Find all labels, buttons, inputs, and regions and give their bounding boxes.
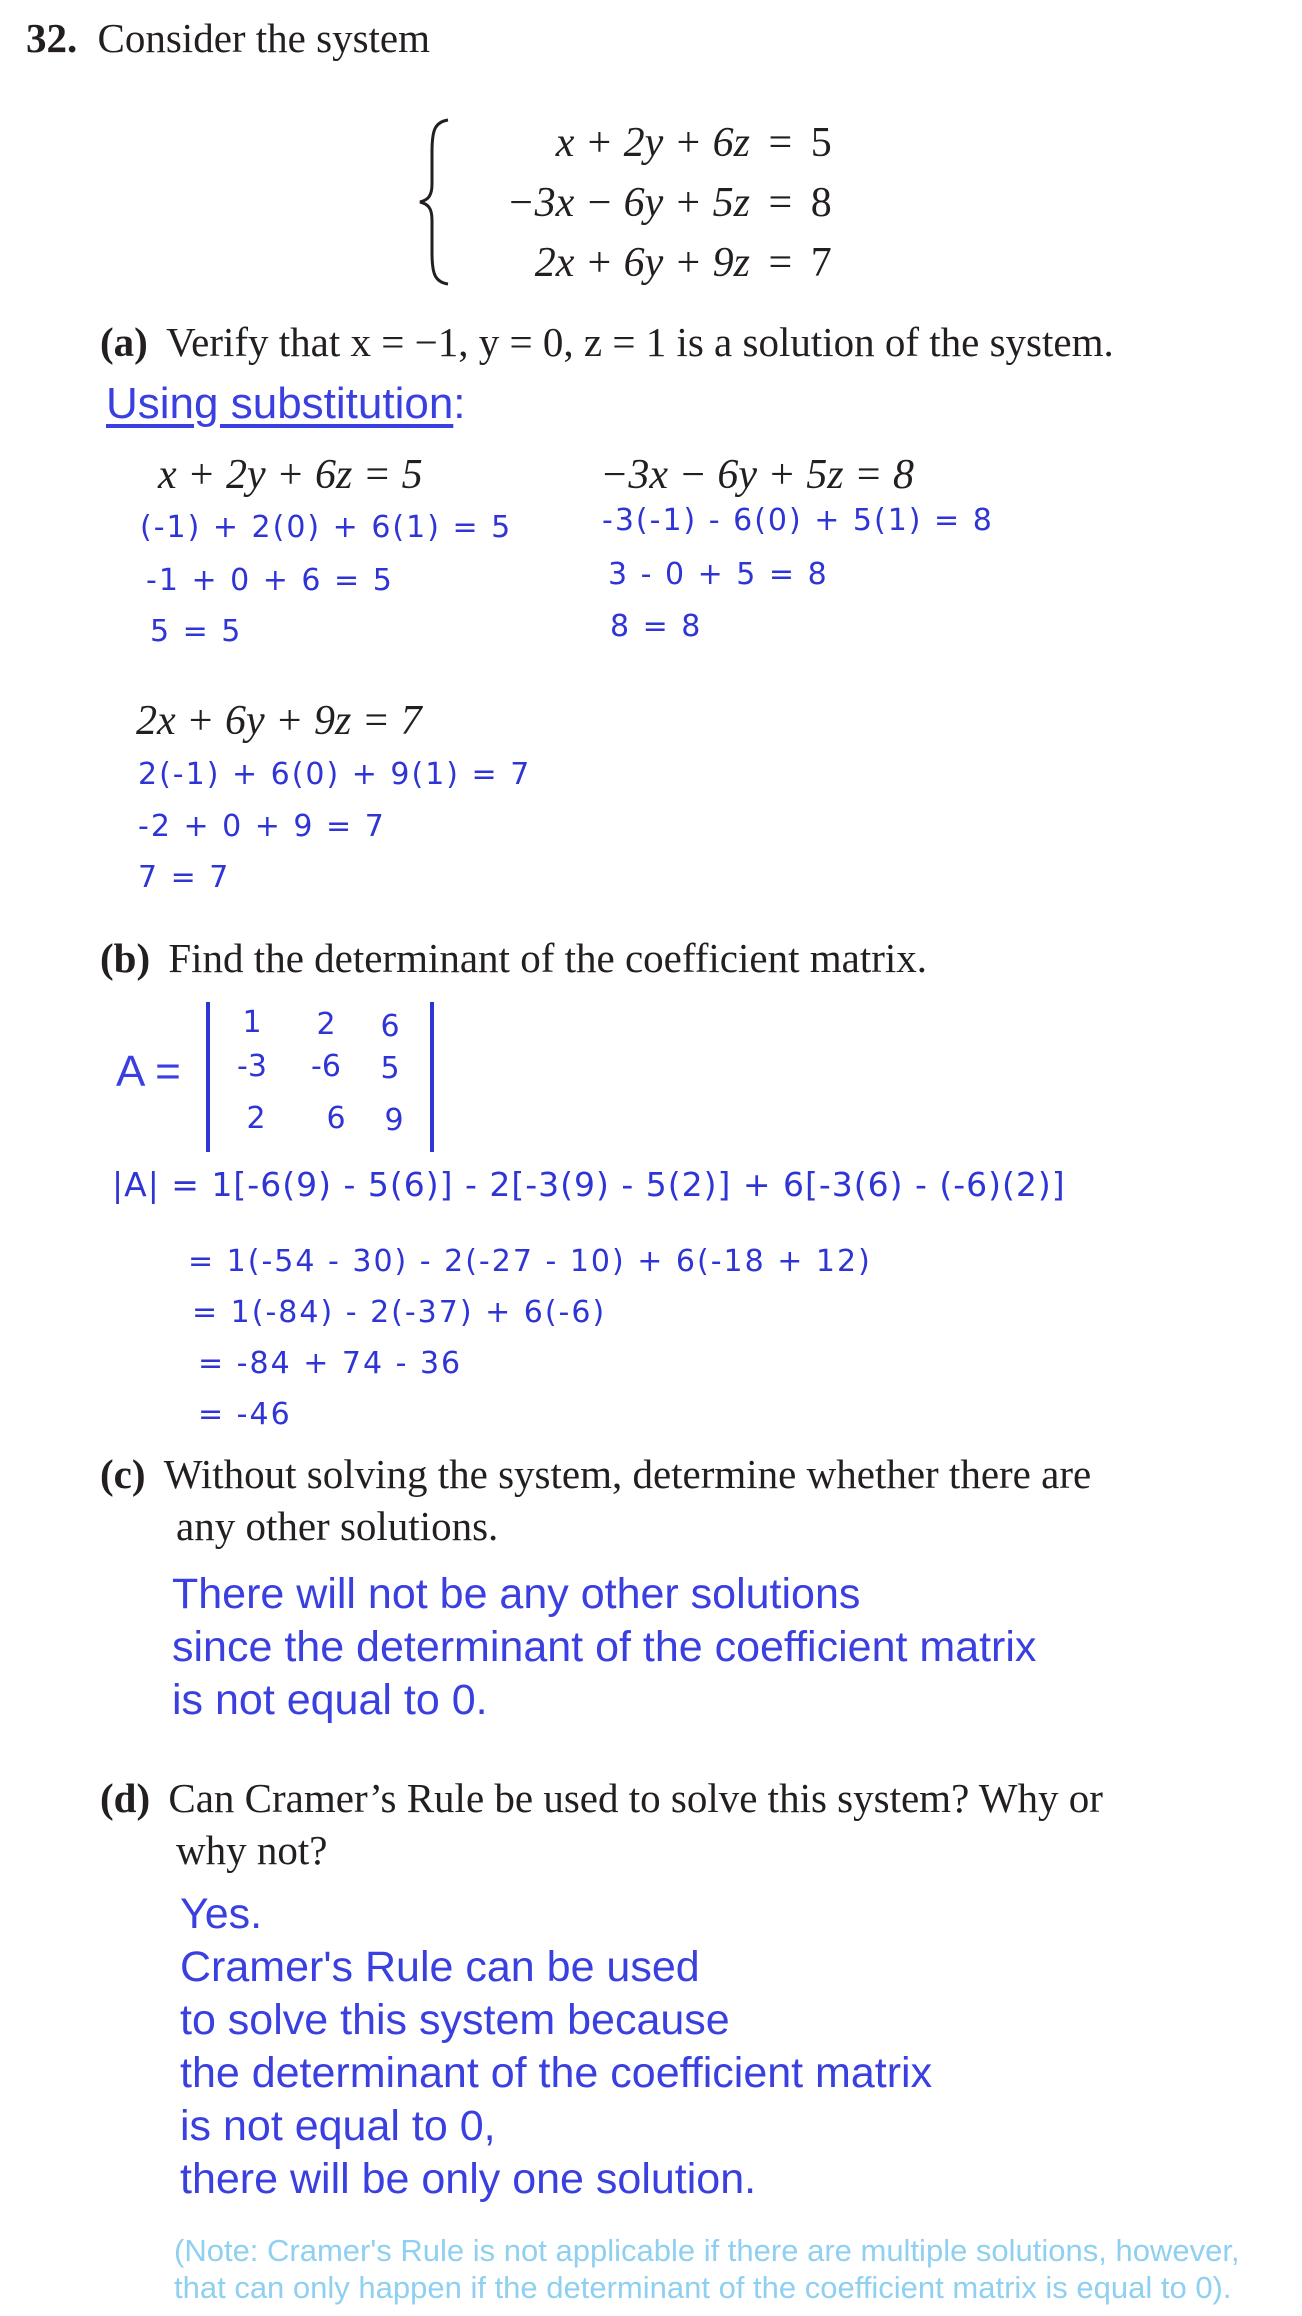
check-2-equation: −3x − 6y + 5z = 8 xyxy=(600,452,914,498)
part-d-question-line-1: Can Cramer’s Rule be used to solve this system? Why or xyxy=(168,1775,1103,1821)
check-3-step-2: -2 + 0 + 9 = 7 xyxy=(138,809,386,844)
part-c-question-line-1: Without solving the system, determine whether there are xyxy=(163,1451,1092,1497)
part-d-question-line-2: why not? xyxy=(176,1827,328,1873)
part-d-note xyxy=(174,2232,1240,2306)
check-2-step-1: -3(-1) - 6(0) + 5(1) = 8 xyxy=(602,503,994,538)
part-c-answer xyxy=(172,1568,1036,1727)
answer-line: since the determinant of the coefficient matrix xyxy=(172,1623,1037,1671)
note-line: that can only happen if the determinant of the coefficient matrix is equal to 0). xyxy=(174,2270,1232,2305)
system-rhs: 8 xyxy=(810,180,832,226)
system-row-1 xyxy=(440,122,832,164)
part-c-question-line-2: any other solutions. xyxy=(176,1503,499,1549)
method-colon: : xyxy=(453,379,466,428)
system-rhs: 5 xyxy=(810,120,832,166)
system-row-2 xyxy=(440,182,832,224)
system-rel: = xyxy=(768,180,793,226)
part-c-label: (c) xyxy=(100,1451,146,1497)
answer-line: there will be only one solution. xyxy=(180,2155,757,2203)
matrix-cell: -3 xyxy=(237,1049,267,1084)
check-3-step-3: 7 = 7 xyxy=(138,860,231,895)
determinant-step-4: = -46 xyxy=(198,1397,292,1432)
determinant-step-1: = 1(-54 - 30) - 2(-27 - 10) + 6(-18 + 12) xyxy=(188,1244,872,1279)
answer-line: the determinant of the coefficient matrix xyxy=(180,2049,933,2097)
part-a-label: (a) xyxy=(100,319,148,365)
part-a-question-text: Verify that x = −1, y = 0, z = 1 is a solution of the system. xyxy=(166,319,1114,365)
system-rel: = xyxy=(768,120,793,166)
check-3-step-1: 2(-1) + 6(0) + 9(1) = 7 xyxy=(138,757,532,792)
check-3-equation: 2x + 6y + 9z = 7 xyxy=(136,698,422,744)
note-line: (Note: Cramer's Rule is not applicable if there are multiple solutions, however, xyxy=(174,2233,1240,2268)
check-1-step-1: (-1) + 2(0) + 6(1) = 5 xyxy=(140,510,513,545)
system-lhs: 2x + 6y + 9z xyxy=(534,240,750,286)
matrix-cell: 1 xyxy=(242,1005,262,1040)
system-row-3 xyxy=(440,242,832,284)
check-1-step-2: -1 + 0 + 6 = 5 xyxy=(146,563,394,598)
check-1-equation: x + 2y + 6z = 5 xyxy=(158,452,423,498)
system-lhs: x + 2y + 6z xyxy=(555,120,750,166)
determinant-step-2: = 1(-84) - 2(-37) + 6(-6) xyxy=(192,1295,607,1330)
matrix-cell: 9 xyxy=(384,1103,404,1138)
problem-header xyxy=(26,15,431,61)
problem-number: 32. xyxy=(26,15,78,61)
check-2-step-2: 3 - 0 + 5 = 8 xyxy=(608,557,829,592)
answer-line: is not equal to 0. xyxy=(172,1676,488,1724)
answer-line: There will not be any other solutions xyxy=(172,1570,861,1618)
matrix-right-bar xyxy=(430,1002,434,1152)
check-2-step-3: 8 = 8 xyxy=(610,609,703,644)
matrix-left-bar xyxy=(206,1002,210,1152)
system-rel: = xyxy=(768,240,793,286)
matrix-cell: 2 xyxy=(246,1101,266,1136)
determinant-step-3: = -84 + 74 - 36 xyxy=(198,1346,463,1381)
matrix-cell: 2 xyxy=(316,1007,336,1042)
system-lhs: −3x − 6y + 5z xyxy=(506,180,750,226)
part-d-answer xyxy=(180,1888,932,2206)
part-a-method xyxy=(106,379,466,428)
answer-line: to solve this system because xyxy=(180,1996,730,2044)
check-1-step-3: 5 = 5 xyxy=(150,614,243,649)
method-label: Using substitution xyxy=(106,379,454,428)
part-d-question xyxy=(100,1775,1103,1821)
answer-line: Cramer's Rule can be used xyxy=(180,1943,700,1991)
system-rhs: 7 xyxy=(810,240,832,286)
matrix-cell: -6 xyxy=(311,1049,341,1084)
matrix-cell: 6 xyxy=(326,1101,346,1136)
matrix-label: A = xyxy=(116,1047,181,1096)
part-b-question-text: Find the determinant of the coefficient matrix. xyxy=(168,935,927,981)
matrix-cell: 6 xyxy=(380,1009,400,1044)
part-c-question xyxy=(100,1451,1092,1497)
part-d-label: (d) xyxy=(100,1775,151,1821)
part-a-question xyxy=(100,319,1114,365)
matrix-cell: 5 xyxy=(380,1051,400,1086)
part-b-label: (b) xyxy=(100,935,151,981)
problem-prompt: Consider the system xyxy=(97,15,431,61)
part-b-question xyxy=(100,935,927,981)
determinant-expansion: |A| = 1[-6(9) - 5(6)] - 2[-3(9) - 5(2)] + 6[-3(6) - (-6)(2)] xyxy=(112,1165,1066,1204)
answer-line: is not equal to 0, xyxy=(180,2102,496,2150)
answer-line: Yes. xyxy=(180,1890,263,1938)
